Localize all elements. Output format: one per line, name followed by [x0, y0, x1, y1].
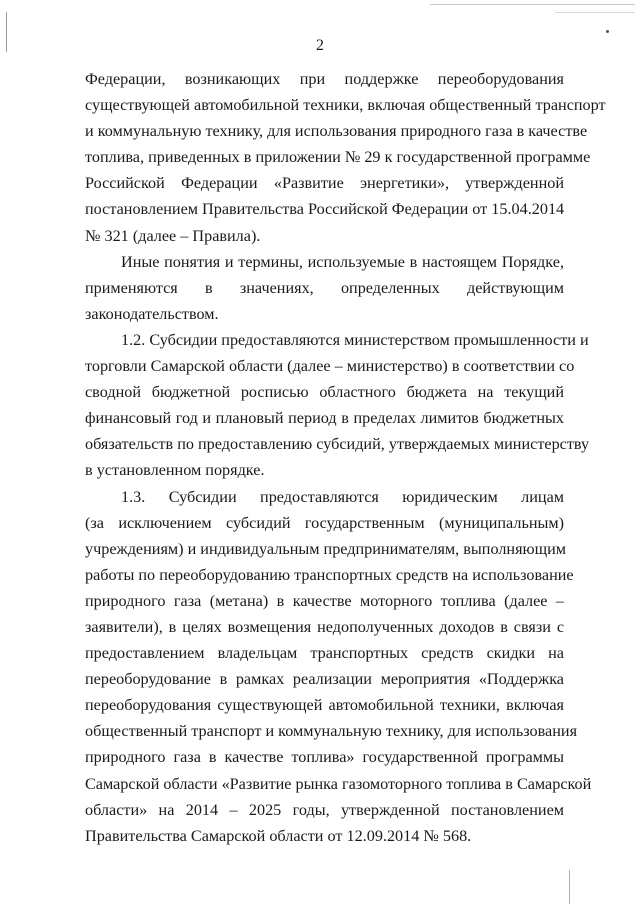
text-line: торговли Самарской области (далее – министерство) в соответствии со — [85, 357, 575, 376]
text-line: применяются в значениях, определенных действующим — [85, 278, 564, 297]
text-line: законодательством. — [85, 304, 219, 323]
text-line: Правительства Самарской области от 12.09.2014 № 568. — [85, 826, 472, 845]
text-line: 1.3. Субсидии предоставляются юридическим лицам — [121, 487, 564, 506]
text-line: области» на 2014 – 2025 годы, утвержденной постановлением — [85, 800, 564, 819]
document-body — [85, 66, 606, 849]
text-line: и коммунальную технику, для использования природного газа в качестве — [85, 122, 588, 141]
scan-artifact-line — [430, 4, 635, 5]
text-line: природного газа в качестве топлива» государственной программы — [85, 748, 564, 767]
page-number: 2 — [316, 37, 324, 54]
text-line: в установленном порядке. — [85, 461, 265, 480]
text-line: существующей автомобильной техники, включая общественный транспорт — [85, 96, 606, 115]
text-line: обязательств по предоставлению субсидий, утверждаемых министерству — [85, 435, 590, 454]
text-line: 1.2. Субсидии предоставляются министерством промышленности и — [121, 330, 589, 349]
text-line: (за исключением субсидий государственным (муниципальным) — [85, 513, 564, 532]
text-line: переоборудование в рамках реализации мероприятия «Поддержка — [85, 670, 564, 689]
text-line: Российской Федерации «Развитие энергетики», утвержденной — [85, 174, 564, 193]
scan-artifact-dot — [606, 30, 609, 33]
paragraph — [85, 66, 606, 249]
text-line: учреждениям) и индивидуальным предпринимателям, выполняющим — [85, 539, 566, 558]
text-line: переоборудования существующей автомобильной техники, включая — [85, 696, 564, 715]
text-line: природного газа (метана) в качестве моторного топлива (далее – — [85, 591, 564, 610]
scan-artifact-line — [555, 12, 635, 13]
text-line: сводной бюджетной росписью областного бюджета на текущий — [85, 383, 564, 402]
text-line: финансовый год и плановый период в пределах лимитов бюджетных — [85, 409, 564, 428]
text-line: общественный транспорт и коммунальную технику, для использования — [85, 722, 578, 741]
text-line: предоставлением владельцам транспортных средств скидки на — [85, 644, 564, 663]
text-line: № 321 (далее – Правила). — [85, 226, 261, 245]
text-line: Иные понятия и термины, используемые в настоящем Порядке, — [121, 252, 564, 271]
text-line: постановлением Правительства Российской Федерации от 15.04.2014 — [85, 200, 565, 219]
text-line: заявители), в целях возмещения недополученных доходов в связи с — [85, 617, 564, 636]
scan-artifact-line — [569, 870, 570, 904]
text-line: работы по переоборудованию транспортных средств на использование — [85, 565, 574, 584]
paragraph — [85, 484, 592, 849]
text-line: Федерации, возникающих при поддержке переоборудования — [85, 70, 564, 88]
text-line: топлива, приведенных в приложении № 29 к государственной программе — [85, 148, 591, 167]
paragraph — [85, 327, 590, 484]
paragraph — [85, 249, 564, 327]
text-line: Самарской области «Развитие рынка газомоторного топлива в Самарской — [85, 774, 592, 793]
